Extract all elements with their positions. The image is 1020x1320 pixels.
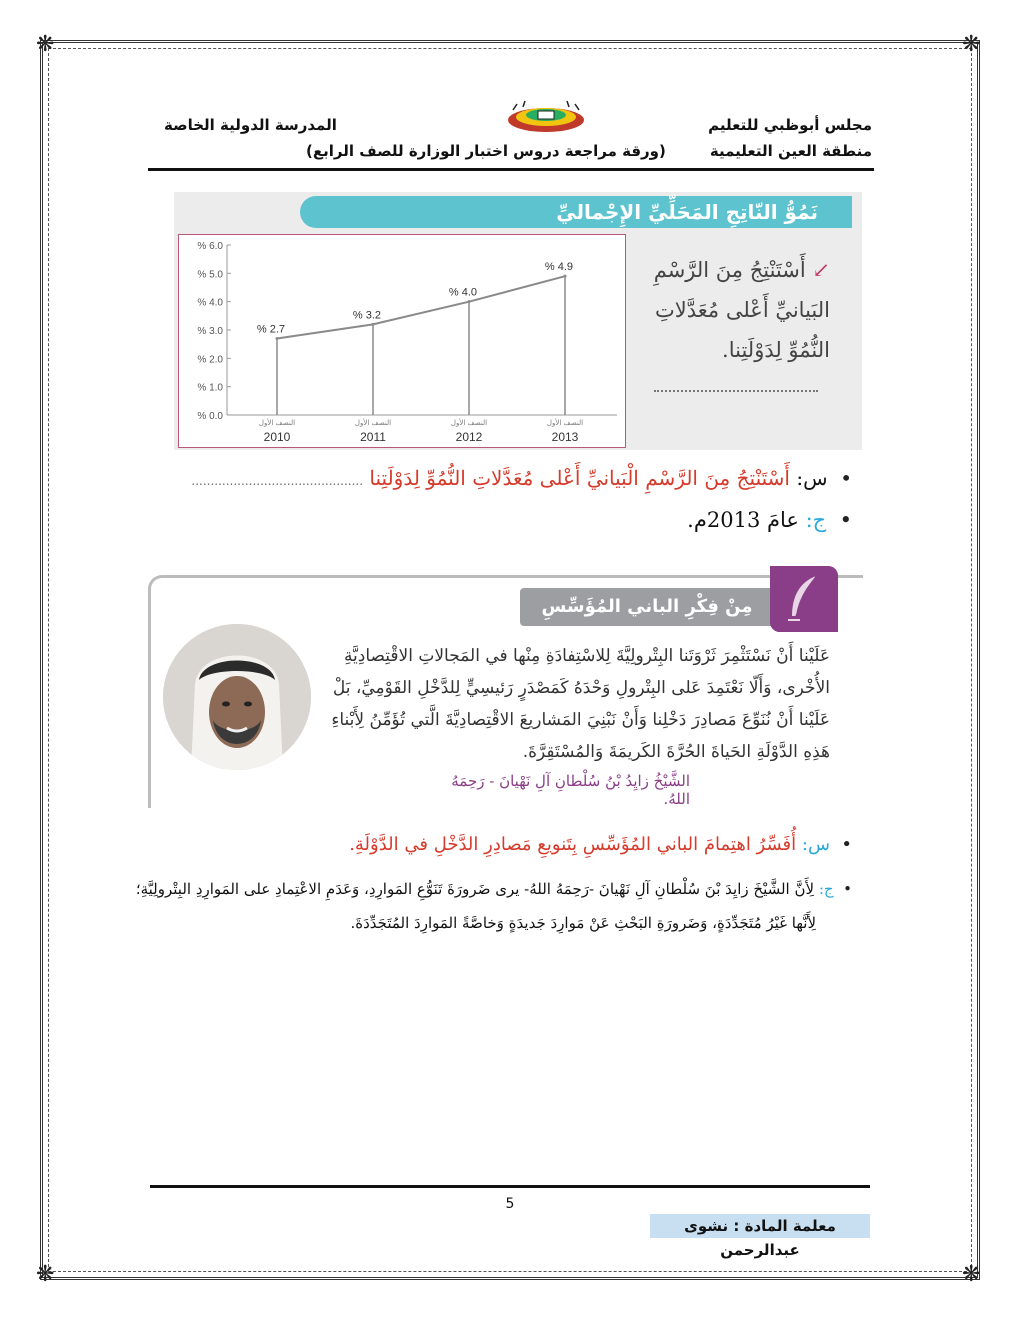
answer-2 — [135, 872, 852, 940]
x-tick-label: 2010 — [263, 430, 291, 444]
bullet-icon: • — [839, 508, 852, 532]
data-point — [564, 275, 567, 278]
a1-label: ج: — [805, 508, 827, 532]
zone-name: منطقة العين التعليمية — [709, 142, 872, 160]
council-name: مجلس أبوظبي للتعليم — [708, 116, 872, 134]
question-1 — [191, 466, 852, 490]
q1-text: أَسْتَنْتِجُ مِنَ الرَّسْمِ الْبَيانيِّ أَعْلى مُعَدَّلاتِ النُّمُوِّ لِدَوْلَتِنا — [369, 466, 790, 490]
gdp-chart — [178, 234, 626, 448]
q1-dots: ............................................. — [191, 474, 364, 488]
corner-ornament-icon: ❋ — [962, 1262, 981, 1287]
x-tick-label: 2012 — [455, 430, 483, 444]
panel-prompt-line-1: أَسْتَنْتِجُ مِنَ الرَّسْمِ — [653, 258, 806, 282]
header-divider — [148, 168, 874, 171]
school-logo-icon — [505, 100, 587, 134]
x-tick-label: 2013 — [551, 430, 579, 444]
school-name: المدرسة الدولية الخاصة — [164, 116, 337, 134]
q2-label: س: — [801, 834, 830, 855]
y-tick-label: % 2.0 — [197, 354, 223, 366]
data-point — [276, 337, 279, 340]
corner-ornament-icon: ❋ — [36, 1262, 55, 1287]
data-point — [468, 300, 471, 303]
gdp-banner-title: نَمُوُّ النّاتِجِ المَحَلِّيِّ الإِجْماليِّ — [300, 196, 852, 228]
q1-label: س: — [796, 466, 828, 490]
a2-label: ج: — [818, 880, 834, 898]
y-tick-label: % 6.0 — [197, 241, 223, 252]
arrow-icon: ↙ — [812, 258, 830, 282]
x-sub-label: النصف الأول — [258, 419, 296, 427]
x-tick-label: 2011 — [360, 430, 386, 444]
data-label: % 2.7 — [256, 323, 286, 336]
bullet-icon: • — [840, 466, 852, 490]
y-tick-label: % 1.0 — [197, 382, 223, 394]
panel-prompt-line-3: النُّمُوِّ لِدَوْلَتِنا. — [722, 338, 830, 362]
teacher-name: معلمة المادة : نشوى عبدالرحمن — [650, 1214, 870, 1238]
a2-line-1: لِأَنَّ الشَّيْخَ زايِدَ بْنَ سُلْطانِ آلِ نَهْيانَ -رَحِمَهُ اللهُ- يرى ضَرورَةَ تَنَوُّعِ المَوارِدِ، وَعَدَمِ الاعْتِمادِ على المَوارِدِ البِتْرولِيَّةِ؛ — [135, 880, 815, 898]
data-label: % 4.9 — [544, 261, 574, 274]
data-label: % 3.2 — [352, 309, 382, 322]
page-number: 5 — [505, 1196, 515, 1212]
answer-blank-line — [654, 390, 818, 392]
bullet-icon: • — [843, 880, 852, 898]
panel-prompt — [650, 250, 830, 370]
y-tick-label: % 4.0 — [197, 297, 223, 309]
q2-text: أُفَسِّرُ اهتِمامَ الباني المُؤَسِّسِ بِتَنويعِ مَصادِرِ الدَّخْلِ في الدَّوْلَةِ. — [349, 834, 797, 855]
series-line — [277, 276, 565, 338]
a1-text: عامَ 2013م. — [687, 508, 799, 532]
a2-line-2: لِأَنَّها غَيْرُ مُتَجَدِّدَةٍ، وَضَرورَةِ البَحْثِ عَنْ مَوارِدَ جَديدَةٍ وَخاصَّةً المَوارِدَ المُتَجَدِّدَةَ. — [350, 914, 816, 932]
y-tick-label: % 5.0 — [197, 269, 223, 281]
x-sub-label: النصف الأول — [354, 419, 392, 427]
question-2 — [349, 834, 852, 855]
y-tick-label: % 3.0 — [197, 326, 223, 337]
founder-quote-title: مِنْ فِكْرِ الباني المُؤَسِّسِ — [520, 588, 774, 626]
founder-portrait — [163, 624, 311, 770]
x-sub-label: النصف الأول — [546, 419, 584, 427]
founder-quote-text: عَلَيْنا أَنْ نَسْتَثْمِرَ ثَرْوَتَنا البِتْرولِيَّةَ لِلاسْتِفادَةِ مِنْها في المَجالاتِ الاقْتِصادِيَّةِ الأُخْرى، وَأَلّا نَعْتَمِدَ عَلى البِتْرولِ وَحْدَهُ كَمَصْدَرٍ رَئيسِيٍّ لِلدَّخْلِ القَوْمِيِّ، بَلْ عَلَيْنا أَنْ نُنَوِّعَ مَصادِرَ دَخْلِنا وَأَنْ نَبْنِيَ المَشاريعَ الاقْتِصادِيَّةَ الَّتي تُؤَمِّنُ لِأَبْناءِ هَذِهِ الدَّوْلَةِ الحَياةَ الحُرَّةَ الكَريمَةَ وَالمُسْتَقِرَّةَ. — [331, 646, 830, 762]
founder-quote-source: الشَّيْخُ زايِدُ بْنُ سُلْطانِ آلِ نَهْيانَ - رَحِمَهُ اللهُ. — [451, 772, 690, 808]
data-label: % 4.0 — [448, 286, 478, 299]
data-point — [372, 323, 375, 326]
answer-1 — [687, 508, 852, 532]
x-sub-label: النصف الأول — [450, 419, 488, 427]
quill-icon — [770, 566, 838, 632]
bullet-icon: • — [841, 834, 852, 855]
corner-ornament-icon: ❋ — [962, 32, 981, 57]
gdp-chart-svg — [179, 235, 625, 447]
footer-divider — [150, 1185, 870, 1188]
y-tick-label: % 0.0 — [197, 411, 223, 422]
corner-ornament-icon: ❋ — [36, 32, 55, 57]
panel-prompt-line-2: البَيانيِّ أَعْلى مُعَدَّلاتِ — [655, 298, 830, 322]
worksheet-title: (ورقة مراجعة دروس اختبار الوزارة للصف الرابع) — [306, 142, 666, 160]
